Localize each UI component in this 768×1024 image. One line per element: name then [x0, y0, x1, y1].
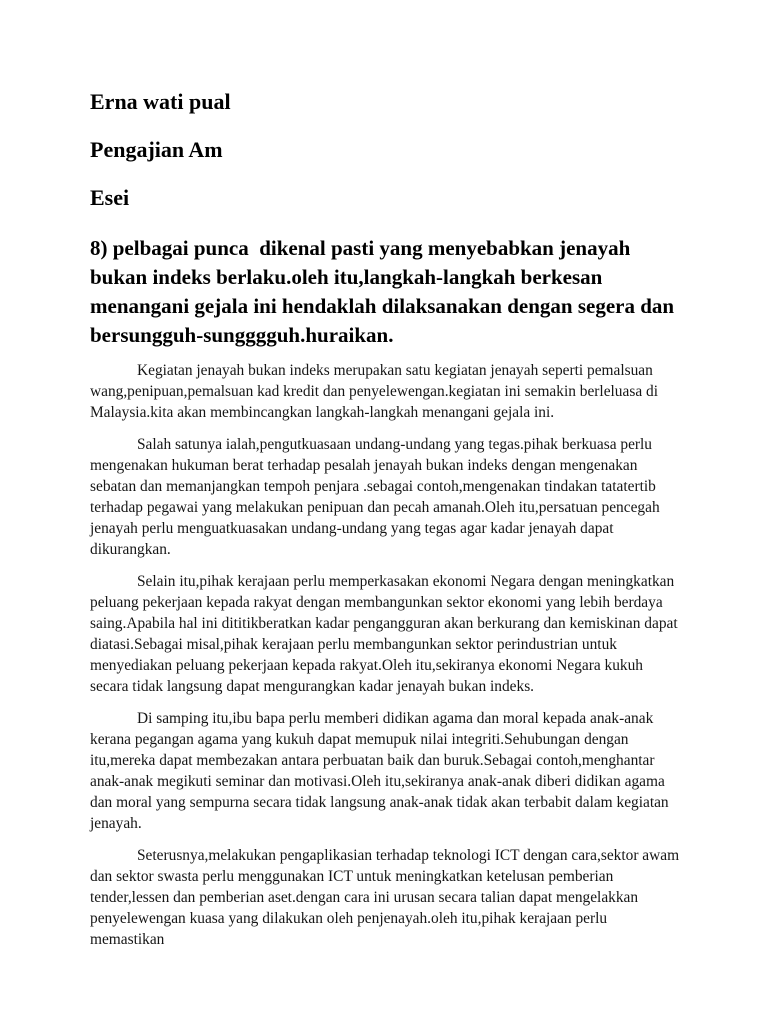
essay-question: 8) pelbagai punca dikenal pasti yang menyebabkan jenayah bukan indeks berlaku.oleh itu,langkah-langkah berkesan menangani gejala ini hendaklah dilaksanakan dengan segera dan bersungguh-sungggguh.huraikan. — [90, 236, 680, 347]
author-line: Erna wati pual — [90, 89, 231, 114]
essay-paragraph-3: Selain itu,pihak kerajaan perlu memperkasakan ekonomi Negara dengan meningkatkan peluang pekerjaan kepada rakyat dengan membangunkan sektor ekonomi yang lebih berdaya saing.Apabila hal ini dititikberatkan kadar pengangguran akan berkurang dan kemiskinan dapat diatasi.Sebagai misal,pihak kerajaan perlu membangunkan sektor perindustrian untuk menyediakan peluang pekerjaan kepada rakyat.Oleh itu,sekiranya ekonomi Negara kukuh secara tidak langsung dapat mengurangkan kadar jenayah bukan indeks. — [90, 573, 682, 695]
subject-line: Pengajian Am — [90, 137, 223, 162]
essay-paragraph-5: Seterusnya,melakukan pengaplikasian terhadap teknologi ICT dengan cara,sektor awam dan sektor swasta perlu menggunakan ICT untuk meningkatkan ketelusan pemberian tender,lessen dan pemberian aset.dengan cara ini urusan secara talian dapat mengelakkan penyelewengan kuasa yang dilakukan oleh penjenayah.oleh itu,pihak kerajaan perlu memastikan — [90, 847, 683, 948]
essay-paragraph-2: Salah satunya ialah,pengutkuasaan undang-undang yang tegas.pihak berkuasa perlu mengenakan hukuman berat terhadap pesalah jenayah bukan indeks dengan mengenakan sebatan dan memanjangkan tempoh penjara .sebagai contoh,mengenakan tindakan tatatertib terhadap pegawai yang melakukan penipuan dan pecah amanah.Oleh itu,persatuan pencegah jenayah perlu menguatkuasakan undang-undang yang tegas agar kadar jenayah dapat dikurangkan. — [90, 436, 664, 558]
essay-paragraph-1: Kegiatan jenayah bukan indeks merupakan satu kegiatan jenayah seperti pemalsuan wang,penipuan,pemalsuan kad kredit dan penyelewengan.kegiatan ini semakin berleluasa di Malaysia.kita akan membincangkan langkah-langkah menangani gejala ini. — [90, 362, 662, 421]
essay-paragraph-4: Di samping itu,ibu bapa perlu memberi didikan agama dan moral kepada anak-anak kerana pegangan agama yang kukuh dapat memupuk nilai integriti.Sehubungan dengan itu,mereka dapat membezakan antara perbuatan baik dan buruk.Sebagai contoh,menghantar anak-anak megikuti seminar dan motivasi.Oleh itu,sekiranya anak-anak diberi didikan agama dan moral yang sempurna secara tidak langsung anak-anak tidak akan terbabit dalam kegiatan jenayah. — [90, 710, 673, 832]
essay-type-line: Esei — [90, 185, 130, 210]
